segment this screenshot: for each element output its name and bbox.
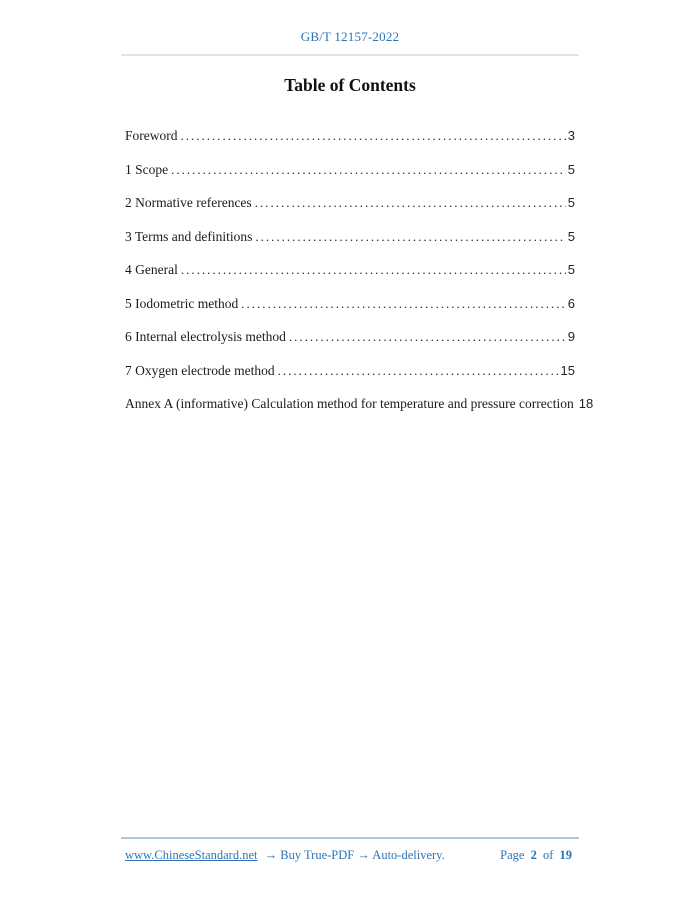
toc-leader-dots bbox=[255, 195, 566, 210]
toc-entry-label: 1 Scope bbox=[125, 161, 169, 177]
toc-entry-terms-and-definitions bbox=[125, 229, 575, 244]
toc-entry-page: 5 bbox=[567, 161, 575, 177]
footer-page-indicator bbox=[500, 848, 575, 863]
footer-current-page: 2 bbox=[530, 848, 537, 862]
toc-entry-page: 6 bbox=[567, 295, 575, 311]
header-divider bbox=[121, 54, 579, 56]
toc-entry-label: Foreword bbox=[125, 128, 178, 143]
toc-entry-foreword bbox=[125, 128, 575, 143]
toc-entry-normative-references bbox=[125, 195, 575, 210]
document-footer bbox=[125, 848, 575, 863]
toc-leader-dots bbox=[181, 262, 566, 277]
footer-page-label: Page bbox=[500, 848, 525, 862]
toc-entry-page: 18 bbox=[578, 396, 594, 411]
footer-total-pages: 19 bbox=[559, 848, 572, 862]
toc-leader-dots bbox=[171, 162, 566, 177]
toc-entry-internal-electrolysis-method bbox=[125, 329, 575, 344]
toc-entry-label: 4 General bbox=[125, 262, 178, 277]
toc-leader-dots bbox=[289, 329, 566, 344]
footer-tagline: → Buy True-PDF → Auto-delivery. bbox=[264, 848, 445, 862]
toc-entry-label: 7 Oxygen electrode method bbox=[125, 362, 275, 378]
toc-entry-page: 9 bbox=[567, 329, 575, 344]
toc-entry-page: 3 bbox=[567, 128, 575, 143]
toc-leader-dots bbox=[278, 363, 559, 378]
footer-of-label: of bbox=[542, 848, 554, 862]
toc-entry-label: 3 Terms and definitions bbox=[125, 228, 253, 244]
toc-entry-label: Annex A (informative) Calculation method for temperature and pressure correction bbox=[125, 396, 574, 411]
toc-entry-label: 2 Normative references bbox=[125, 195, 252, 210]
toc-entry-page: 5 bbox=[567, 262, 575, 277]
toc-entry-scope bbox=[125, 162, 575, 177]
document-header-standard-number: GB/T 12157-2022 bbox=[300, 29, 400, 44]
footer-divider bbox=[121, 837, 579, 839]
toc-entry-page: 5 bbox=[567, 195, 575, 210]
footer-website-link[interactable]: www.ChineseStandard.net bbox=[125, 848, 258, 862]
toc-entry-general bbox=[125, 262, 575, 277]
toc-entry-oxygen-electrode-method bbox=[125, 363, 575, 378]
toc-entry-annex-a bbox=[125, 396, 594, 411]
toc-entry-label: 6 Internal electrolysis method bbox=[125, 329, 286, 344]
footer-left-text bbox=[125, 848, 445, 863]
toc-leader-dots bbox=[241, 296, 566, 311]
page-title: Table of Contents bbox=[284, 75, 416, 95]
toc-entry-page: 5 bbox=[567, 228, 575, 244]
table-of-contents bbox=[125, 128, 594, 430]
toc-entry-label: 5 Iodometric method bbox=[125, 295, 239, 311]
toc-entry-page: 15 bbox=[560, 362, 575, 378]
toc-leader-dots bbox=[255, 229, 565, 244]
toc-entry-iodometric-method bbox=[125, 296, 575, 311]
toc-leader-dots bbox=[181, 128, 566, 143]
